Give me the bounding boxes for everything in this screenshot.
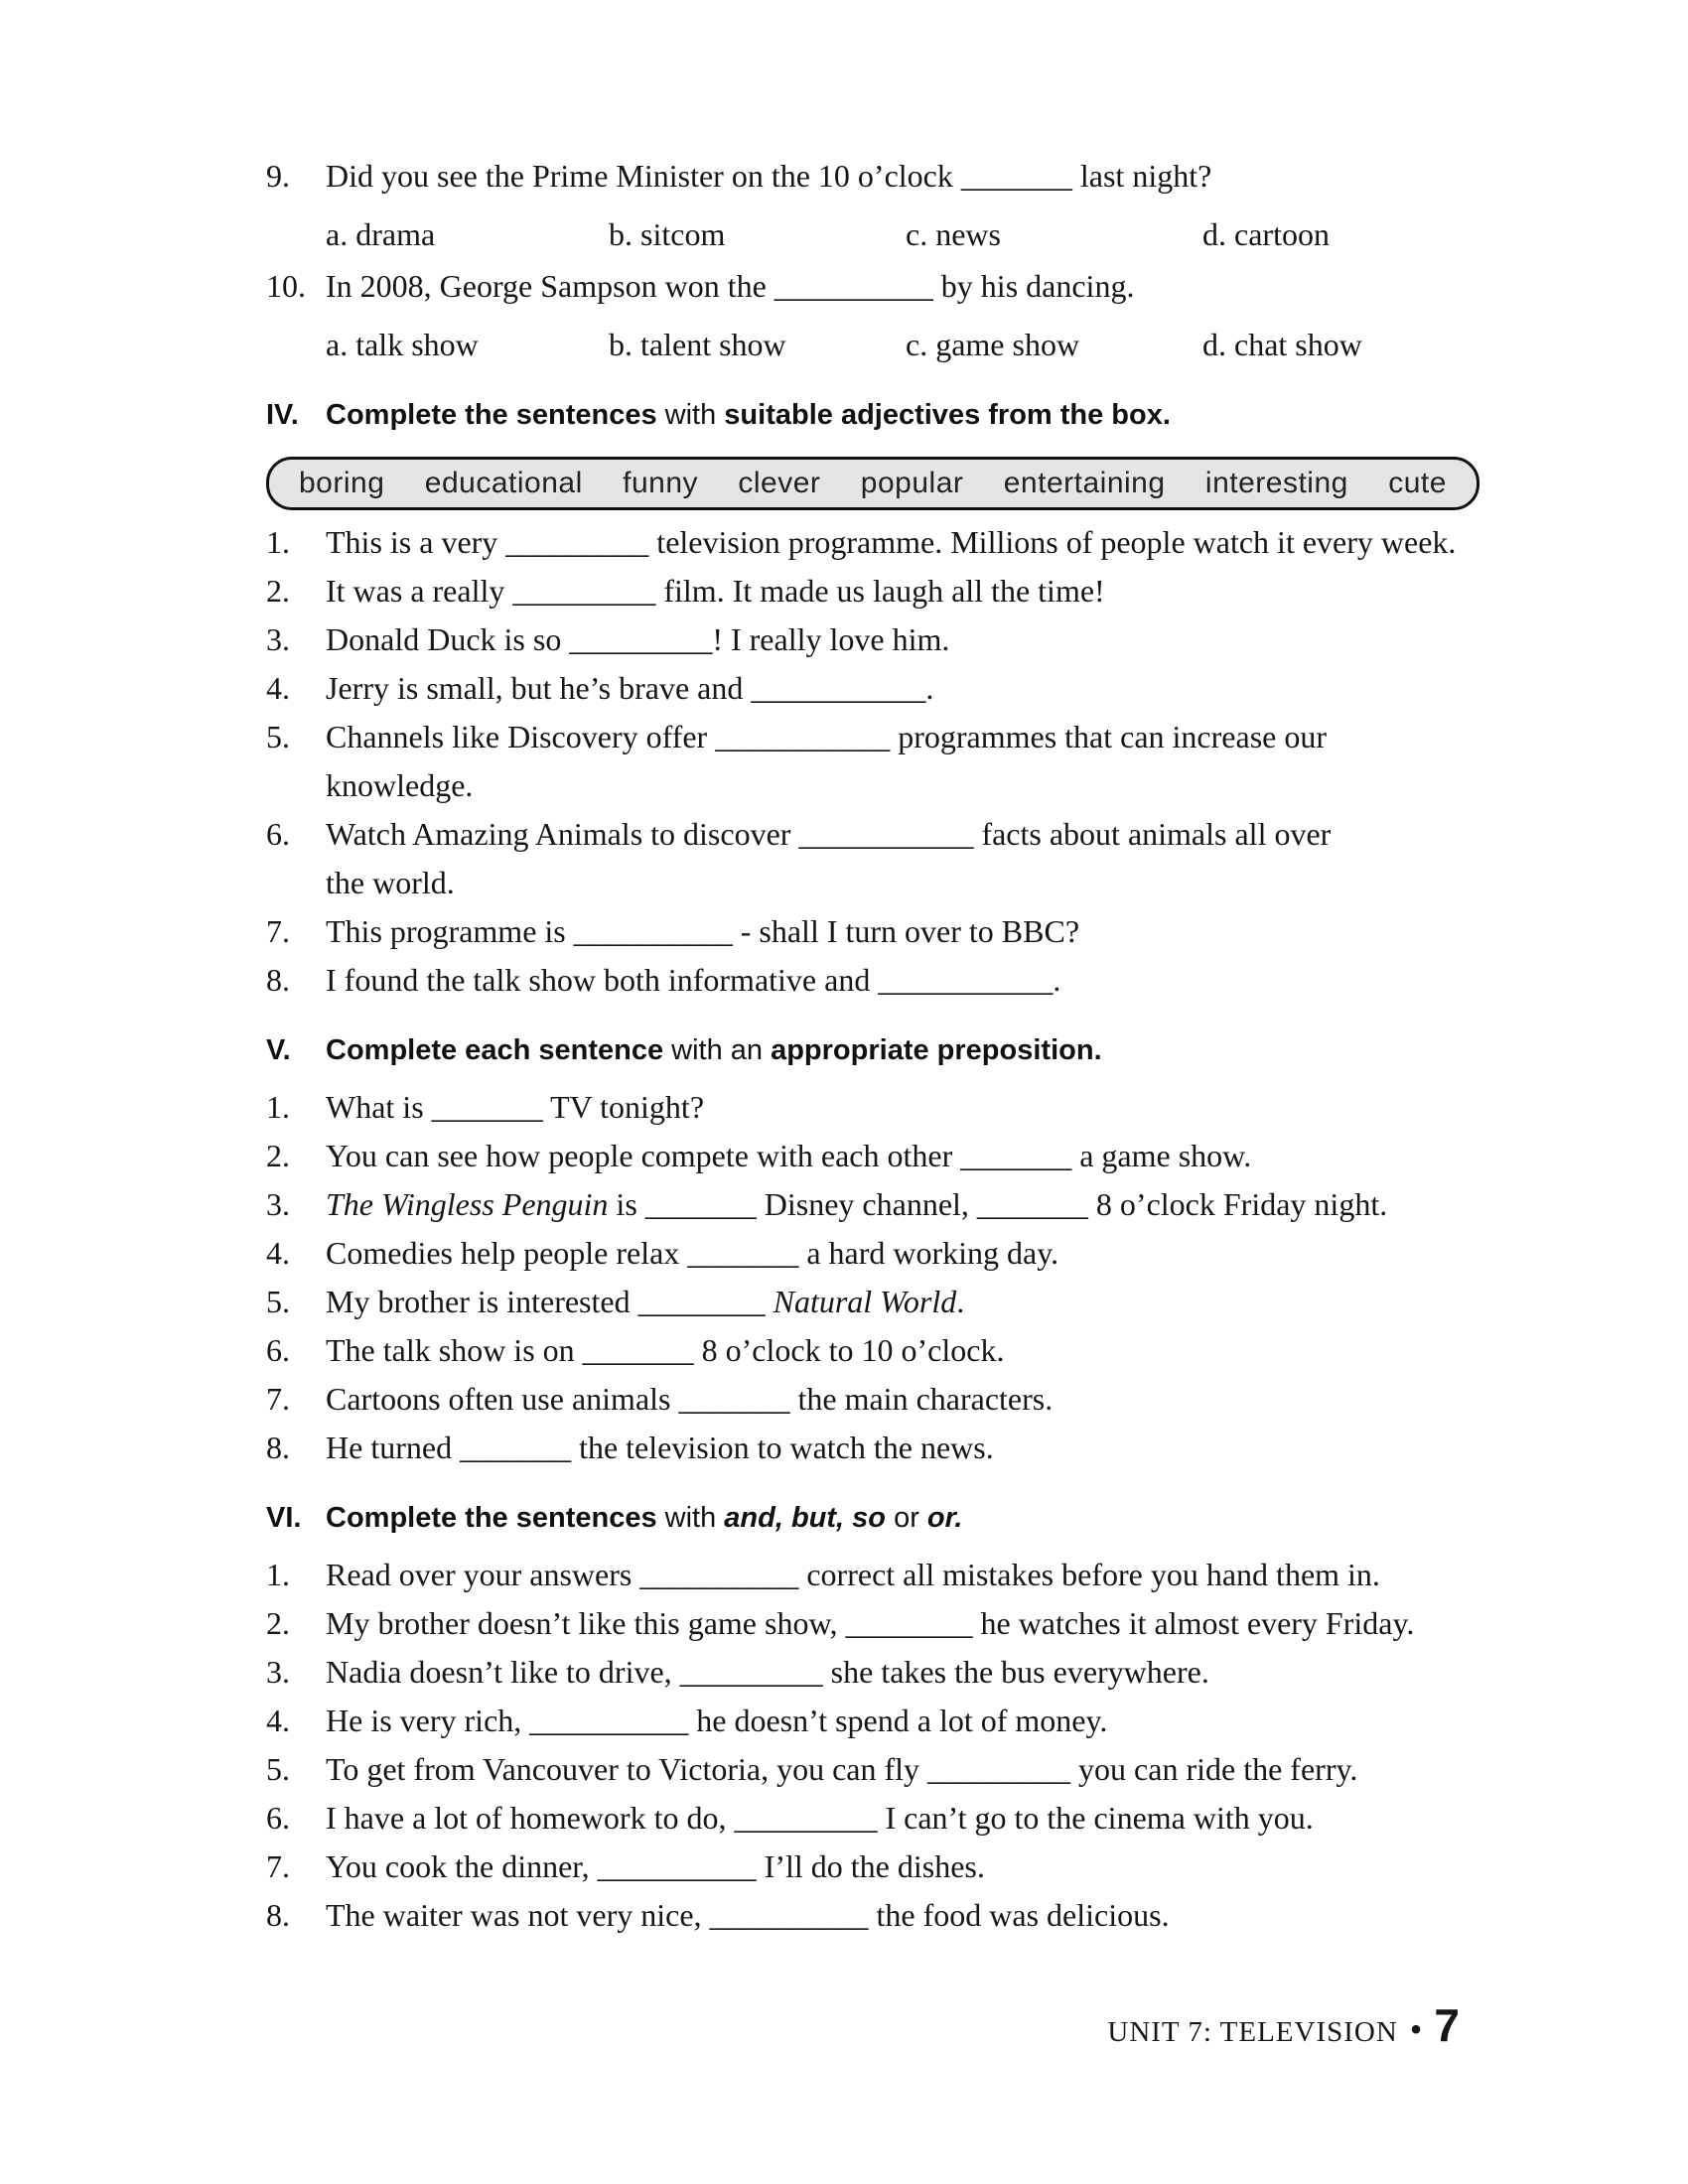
sentence-segment: This is a very _________ television programme. Millions of people watch it every week. <box>326 524 1457 560</box>
sentence-text <box>326 518 1456 567</box>
heading-segment: Complete the sentences <box>326 1502 665 1534</box>
sentence-segment: He is very rich, __________ he doesn’t spend a lot of money. <box>326 1703 1108 1738</box>
sentence-segment: Donald Duck is so _________! I really love him. <box>326 621 950 657</box>
sentence-number: 8. <box>266 1430 290 1465</box>
heading-segment: with <box>664 1502 725 1534</box>
sentence-segment: To get from Vancouver to Victoria, you can fly _________ you can ride the ferry. <box>326 1751 1358 1787</box>
sentence-text <box>326 1083 704 1132</box>
sentence-number: 8. <box>266 1897 290 1933</box>
sentence-number: 6. <box>266 1800 290 1836</box>
sentence-number: 5. <box>266 719 290 754</box>
sentence-number: 4. <box>266 1703 290 1738</box>
sentence-text <box>326 907 1079 956</box>
answer-option: a. drama <box>326 216 436 252</box>
sentence-text <box>326 567 1105 615</box>
sentence-row <box>0 1278 1688 1326</box>
sentence-number: 2. <box>266 573 290 609</box>
sentence-text <box>326 1648 1209 1697</box>
sentence-row <box>0 713 1688 810</box>
sentence-text <box>326 1278 964 1326</box>
sentence-segment: The waiter was not very nice, __________ the food was delicious. <box>326 1897 1170 1933</box>
sentence-number: 2. <box>266 1138 290 1173</box>
page-number: 7 <box>1434 1999 1460 2051</box>
sentence-row <box>0 1648 1688 1697</box>
sentence-row <box>0 1794 1688 1843</box>
sentence-segment: Read over your answers __________ correct all mistakes before you hand them in. <box>326 1557 1380 1592</box>
sentence-segment: This programme is __________ - shall I turn over to BBC? <box>326 913 1080 949</box>
sentence-number: 8. <box>266 962 290 998</box>
section-heading-text <box>326 1025 1102 1075</box>
answer-option: d. chat show <box>1202 327 1362 362</box>
heading-segment: suitable adjectives from the box. <box>724 399 1171 431</box>
word-box-item: entertaining <box>1003 467 1166 499</box>
sentence-number: 6. <box>266 1332 290 1368</box>
question-number: 9. <box>266 158 290 194</box>
section-numeral: V. <box>266 1034 291 1066</box>
section-numeral: VI. <box>266 1502 302 1534</box>
answer-option: c. news <box>906 216 1001 252</box>
sentence-text <box>326 1599 1414 1648</box>
sentence-number: 7. <box>266 1848 290 1884</box>
word-box-item: cute <box>1388 467 1447 499</box>
adjective-word-box <box>266 457 1479 510</box>
page-footer <box>1107 2001 1460 2056</box>
sentence-segment: I found the talk show both informative and ___________. <box>326 962 1061 998</box>
sentence-number: 7. <box>266 1381 290 1417</box>
sentence-segment: It was a really _________ film. It made us laugh all the time! <box>326 573 1105 609</box>
answer-options-row <box>326 209 1688 259</box>
sentence-text <box>326 1229 1058 1278</box>
sentence-number: 2. <box>266 1605 290 1641</box>
sentence-text <box>326 615 949 664</box>
sentence-number: 1. <box>266 1089 290 1125</box>
heading-segment: or <box>886 1502 927 1534</box>
word-box-item: educational <box>424 467 583 499</box>
sentence-number: 3. <box>266 1654 290 1690</box>
sentence-row <box>0 518 1688 567</box>
sentence-text <box>326 713 1327 810</box>
sentence-text <box>326 1745 1357 1794</box>
sentence-row <box>0 664 1688 713</box>
sentence-segment: You cook the dinner, __________ I’ll do the dishes. <box>326 1848 985 1884</box>
section-heading <box>0 1493 1688 1543</box>
sentence-number: 1. <box>266 524 290 560</box>
sentence-row <box>0 615 1688 664</box>
sentence-text <box>326 1424 994 1472</box>
sentence-number: 5. <box>266 1284 290 1319</box>
sentence-text <box>326 1551 1380 1599</box>
answer-options-row <box>326 320 1688 369</box>
section-heading-text <box>326 1493 962 1543</box>
sentence-segment: the world. <box>326 865 455 900</box>
sentence-row <box>0 1132 1688 1180</box>
sentence-segment: Natural World <box>773 1284 957 1319</box>
quiz-question-row <box>0 151 1688 201</box>
word-box-item: popular <box>860 467 964 499</box>
sentence-segment: . <box>956 1284 965 1319</box>
heading-segment: or. <box>926 1502 963 1534</box>
sentence-row <box>0 1229 1688 1278</box>
sentence-row <box>0 1843 1688 1891</box>
sentence-row <box>0 1375 1688 1424</box>
sentence-segment: My brother doesn’t like this game show, ________ he watches it almost every Friday. <box>326 1605 1415 1641</box>
footer-bullet-icon: • <box>1409 2009 1423 2049</box>
sentence-row <box>0 1180 1688 1229</box>
answer-option: b. sitcom <box>609 216 726 252</box>
question-text: Did you see the Prime Minister on the 10 o’clock _______ last night? <box>326 158 1212 194</box>
word-box-item: boring <box>299 467 385 499</box>
sentence-row <box>0 907 1688 956</box>
word-box-item: clever <box>738 467 821 499</box>
sentence-number: 1. <box>266 1557 290 1592</box>
heading-segment: Complete each sentence <box>326 1034 672 1066</box>
sentence-list <box>0 518 1688 1005</box>
footer-unit-label: UNIT 7: TELEVISION <box>1107 2016 1398 2048</box>
sentence-segment: My brother is interested ________ <box>326 1284 774 1319</box>
sentence-text <box>326 1891 1170 1940</box>
sentence-segment: Watch Amazing Animals to discover ___________ facts about animals all over <box>326 816 1332 852</box>
word-box-item: interesting <box>1204 467 1348 499</box>
sentence-segment: Comedies help people relax _______ a hard working day. <box>326 1235 1059 1271</box>
sentence-row <box>0 1326 1688 1375</box>
sentence-segment: is _______ Disney channel, _______ 8 o’clock Friday night. <box>608 1186 1388 1222</box>
question-number: 10. <box>266 268 306 304</box>
heading-segment: Complete the sentences <box>326 399 665 431</box>
sentence-segment: Cartoons often use animals _______ the main characters. <box>326 1381 1054 1417</box>
sentence-text <box>326 810 1331 907</box>
sentence-row <box>0 1424 1688 1472</box>
sentence-segment: You can see how people compete with each other _______ a game show. <box>326 1138 1252 1173</box>
sentence-segment: knowledge. <box>326 767 474 803</box>
word-box-item: funny <box>623 467 699 499</box>
sentence-list <box>0 1551 1688 1940</box>
sentence-number: 6. <box>266 816 290 852</box>
multiple-choice-items <box>0 151 1688 369</box>
heading-segment: with <box>664 399 725 431</box>
sentence-row <box>0 1599 1688 1648</box>
heading-segment: and, but, so <box>724 1502 887 1534</box>
sentence-row <box>0 1745 1688 1794</box>
sentence-text <box>326 956 1060 1005</box>
section-heading-text <box>326 390 1171 440</box>
sentence-row <box>0 956 1688 1005</box>
sentence-row <box>0 810 1688 907</box>
sentence-segment: Channels like Discovery offer ___________ programmes that can increase our <box>326 719 1327 754</box>
sentence-row <box>0 1891 1688 1940</box>
sentence-row <box>0 567 1688 615</box>
sentence-text <box>326 1375 1053 1424</box>
sentence-row <box>0 1697 1688 1745</box>
sentence-row <box>0 1083 1688 1132</box>
sentence-text <box>326 1326 1004 1375</box>
sentence-number: 4. <box>266 1235 290 1271</box>
exercise-sections <box>0 390 1688 1940</box>
answer-option: b. talent show <box>609 327 786 362</box>
section-heading <box>0 390 1688 440</box>
sentence-number: 3. <box>266 621 290 657</box>
sentence-list <box>0 1083 1688 1472</box>
sentence-text <box>326 1794 1314 1843</box>
sentence-text <box>326 1180 1387 1229</box>
sentence-segment: Nadia doesn’t like to drive, _________ she takes the bus everywhere. <box>326 1654 1209 1690</box>
sentence-number: 5. <box>266 1751 290 1787</box>
answer-option: c. game show <box>906 327 1080 362</box>
heading-segment: with an <box>671 1034 772 1066</box>
sentence-segment: Jerry is small, but he’s brave and ___________. <box>326 670 934 706</box>
sentence-segment: The Wingless Penguin <box>326 1186 609 1222</box>
quiz-question-row <box>0 261 1688 311</box>
heading-segment: appropriate preposition. <box>771 1034 1102 1066</box>
answer-option: d. cartoon <box>1202 216 1330 252</box>
sentence-number: 4. <box>266 670 290 706</box>
sentence-text <box>326 1843 985 1891</box>
sentence-segment: He turned _______ the television to watch the news. <box>326 1430 994 1465</box>
section-numeral: IV. <box>266 399 299 431</box>
sentence-text <box>326 1697 1107 1745</box>
sentence-text <box>326 1132 1251 1180</box>
sentence-segment: What is _______ TV tonight? <box>326 1089 705 1125</box>
sentence-segment: The talk show is on _______ 8 o’clock to 10 o’clock. <box>326 1332 1005 1368</box>
answer-option: a. talk show <box>326 327 479 362</box>
sentence-text <box>326 664 933 713</box>
sentence-number: 3. <box>266 1186 290 1222</box>
sentence-row <box>0 1551 1688 1599</box>
sentence-segment: I have a lot of homework to do, _________ I can’t go to the cinema with you. <box>326 1800 1314 1836</box>
section-heading <box>0 1025 1688 1075</box>
question-text: In 2008, George Sampson won the __________ by his dancing. <box>326 268 1135 304</box>
sentence-number: 7. <box>266 913 290 949</box>
